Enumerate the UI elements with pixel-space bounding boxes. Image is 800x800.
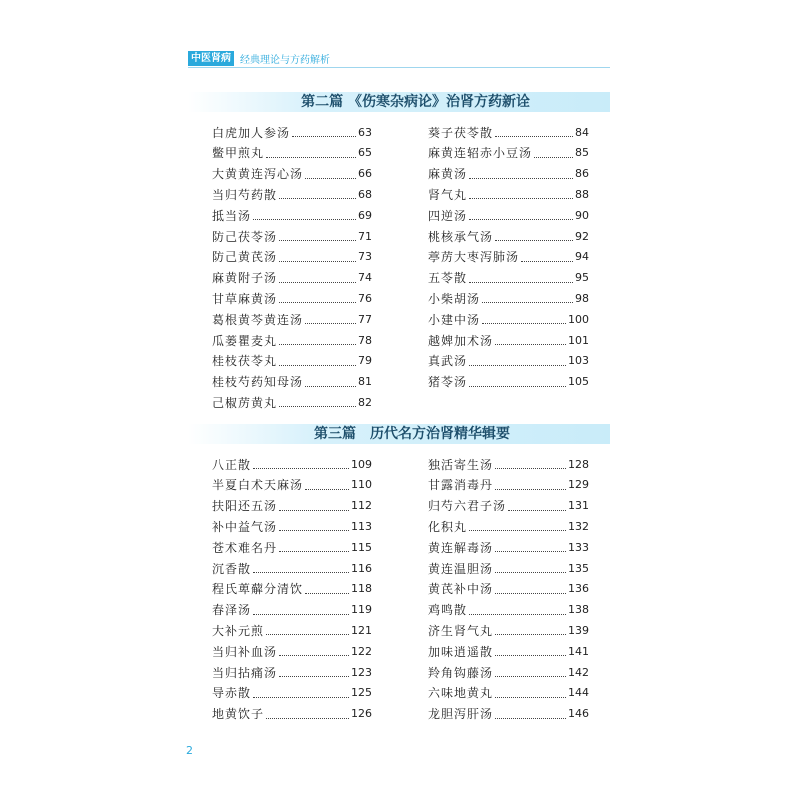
toc-entry-title: 化积丸 — [428, 519, 468, 534]
toc-entry[interactable] — [212, 165, 372, 183]
toc-entry[interactable] — [428, 684, 589, 702]
toc-entry-title: 大黄黄连泻心汤 — [212, 167, 304, 182]
toc-entry-page: 121 — [351, 623, 372, 637]
toc-entry-page: 66 — [358, 167, 372, 181]
toc-entry-title: 沉香散 — [212, 561, 252, 576]
toc-entry[interactable] — [428, 269, 589, 287]
toc-entry-title: 猪苓汤 — [428, 375, 468, 390]
dot-leader — [279, 356, 356, 366]
dot-leader — [534, 148, 573, 158]
toc-entry[interactable] — [212, 185, 372, 203]
dot-leader — [521, 252, 573, 262]
toc-entry-page: 63 — [358, 125, 372, 139]
toc-entry-title: 程氏萆薢分清饮 — [212, 582, 304, 597]
toc-entry-page: 109 — [351, 457, 372, 471]
toc-entry-title: 独活寄生汤 — [428, 457, 494, 472]
toc-entry-page: 101 — [568, 333, 589, 347]
toc-entry-page: 73 — [358, 250, 372, 264]
dot-leader — [495, 584, 566, 594]
toc-entry-title: 桃核承气汤 — [428, 229, 494, 244]
toc-entry[interactable] — [212, 705, 372, 723]
toc-entry-title: 葵子茯苓散 — [428, 125, 494, 140]
dot-leader — [305, 377, 356, 387]
toc-entry-page: 82 — [358, 395, 372, 409]
toc-entry[interactable] — [428, 601, 589, 619]
toc-entry-title: 补中益气汤 — [212, 519, 278, 534]
toc-entry-title: 麻黄附子汤 — [212, 271, 278, 286]
toc-entry-page: 88 — [575, 187, 589, 201]
toc-entry-title: 小建中汤 — [428, 312, 481, 327]
dot-leader — [253, 459, 349, 469]
toc-entry[interactable] — [212, 601, 372, 619]
toc-entry-page: 77 — [358, 312, 372, 326]
toc-entry-title: 加味逍遥散 — [428, 644, 494, 659]
toc-entry-title: 己椒苈黄丸 — [212, 395, 278, 410]
toc-entry-page: 133 — [568, 540, 589, 554]
toc-entry[interactable] — [428, 352, 589, 370]
toc-entry[interactable] — [428, 310, 589, 328]
toc-entry[interactable] — [428, 497, 589, 515]
toc-entry-page: 139 — [568, 623, 589, 637]
toc-entry[interactable] — [212, 393, 372, 411]
toc-entry[interactable] — [212, 684, 372, 702]
toc-entry-page: 98 — [575, 291, 589, 305]
toc-entry[interactable] — [428, 331, 589, 349]
dot-leader — [279, 501, 349, 511]
toc-entry-page: 142 — [568, 665, 589, 679]
toc-entry-title: 当归芍药散 — [212, 187, 278, 202]
toc-entry-title: 麻黄汤 — [428, 167, 468, 182]
toc-entry-page: 146 — [568, 707, 589, 721]
toc-entry-page: 74 — [358, 271, 372, 285]
toc-entry[interactable] — [428, 580, 589, 598]
dot-leader — [279, 231, 356, 241]
dot-leader — [495, 127, 573, 137]
toc-entry-page: 135 — [568, 561, 589, 575]
toc-entry-title: 黄连温胆汤 — [428, 561, 494, 576]
dot-leader — [495, 688, 566, 698]
toc-entry[interactable] — [212, 310, 372, 328]
dot-leader — [469, 356, 566, 366]
toc-entry-title: 防己黄芪汤 — [212, 250, 278, 265]
dot-leader — [495, 480, 566, 490]
toc-entry[interactable] — [428, 538, 589, 556]
toc-entry[interactable] — [212, 331, 372, 349]
toc-entry[interactable] — [428, 455, 589, 473]
dot-leader — [253, 688, 349, 698]
toc-entry-page: 85 — [575, 146, 589, 160]
toc-entry-title: 当归拈痛汤 — [212, 665, 278, 680]
dot-leader — [279, 646, 349, 656]
toc-entry-title: 半夏白术天麻汤 — [212, 478, 304, 493]
toc-entry[interactable] — [212, 289, 372, 307]
toc-entry-title: 归芍六君子汤 — [428, 499, 507, 514]
toc-entry[interactable] — [428, 227, 589, 245]
dot-leader — [508, 501, 566, 511]
toc-entry-page: 131 — [568, 499, 589, 513]
dot-leader — [279, 273, 356, 283]
running-header — [188, 51, 330, 66]
toc-entry-title: 五苓散 — [428, 271, 468, 286]
toc-entry-page: 69 — [358, 208, 372, 222]
dot-leader — [469, 169, 573, 179]
toc-entry-page: 71 — [358, 229, 372, 243]
toc-entry-title: 甘草麻黄汤 — [212, 291, 278, 306]
header-divider — [188, 67, 610, 68]
toc-entry[interactable] — [212, 352, 372, 370]
toc-entry-title: 龙胆泻肝汤 — [428, 707, 494, 722]
toc-entry-title: 春泽汤 — [212, 603, 252, 618]
toc-entry-title: 越婢加术汤 — [428, 333, 494, 348]
dot-leader — [279, 252, 356, 262]
toc-entry[interactable] — [428, 206, 589, 224]
toc-entry-title: 甘露消毒丹 — [428, 478, 494, 493]
toc-entry-page: 123 — [351, 665, 372, 679]
toc-entry-title: 葶苈大枣泻肺汤 — [428, 250, 520, 265]
toc-entry[interactable] — [428, 144, 589, 162]
toc-entry-page: 92 — [575, 229, 589, 243]
toc-entry-page: 122 — [351, 644, 372, 658]
toc-entry-page: 115 — [351, 540, 372, 554]
toc-entry[interactable] — [428, 705, 589, 723]
toc-entry-page: 112 — [351, 499, 372, 513]
dot-leader — [305, 480, 349, 490]
toc-entry-title: 白虎加人参汤 — [212, 125, 291, 140]
dot-leader — [469, 521, 566, 531]
dot-leader — [495, 542, 566, 552]
dot-leader — [469, 273, 573, 283]
toc-entry-page: 126 — [351, 707, 372, 721]
dot-leader — [495, 667, 566, 677]
toc-entry[interactable] — [212, 144, 372, 162]
toc-entry[interactable] — [428, 185, 589, 203]
toc-entry-title: 当归补血汤 — [212, 644, 278, 659]
toc-entry-title: 六味地黄丸 — [428, 686, 494, 701]
toc-entry-title: 肾气丸 — [428, 187, 468, 202]
toc-entry-title: 扶阳还五汤 — [212, 499, 278, 514]
toc-entry-page: 79 — [358, 354, 372, 368]
toc-entry[interactable] — [212, 269, 372, 287]
toc-entry[interactable] — [212, 455, 372, 473]
toc-entry-title: 麻黄连轺赤小豆汤 — [428, 146, 533, 161]
toc-entry-page: 90 — [575, 208, 589, 222]
toc-entry-title: 鳖甲煎丸 — [212, 146, 265, 161]
dot-leader — [279, 293, 356, 303]
toc-entry-page: 144 — [568, 686, 589, 700]
toc-entry-page: 95 — [575, 271, 589, 285]
dot-leader — [495, 563, 566, 573]
toc-entry[interactable] — [212, 517, 372, 535]
toc-entry-title: 苍术难名丹 — [212, 540, 278, 555]
toc-entry[interactable] — [428, 289, 589, 307]
toc-entry-title: 导赤散 — [212, 686, 252, 701]
dot-leader — [279, 521, 349, 531]
toc-entry-page: 125 — [351, 686, 372, 700]
dot-leader — [305, 584, 349, 594]
dot-leader — [266, 709, 349, 719]
toc-entry[interactable] — [428, 123, 589, 141]
toc-entry[interactable] — [212, 206, 372, 224]
dot-leader — [495, 646, 566, 656]
section-heading-part3 — [188, 424, 610, 444]
toc-entry-page: 78 — [358, 333, 372, 347]
toc-entry-title: 小柴胡汤 — [428, 291, 481, 306]
toc-entry-title: 大补元煎 — [212, 623, 265, 638]
toc-entry-title: 济生肾气丸 — [428, 623, 494, 638]
dot-leader — [495, 625, 566, 635]
toc-entry[interactable] — [212, 248, 372, 266]
dot-leader — [266, 148, 356, 158]
section-heading-part2 — [188, 92, 610, 112]
toc-entry-page: 132 — [568, 519, 589, 533]
toc-entry-title: 四逆汤 — [428, 208, 468, 223]
toc-entry[interactable] — [212, 123, 372, 141]
dot-leader — [495, 709, 566, 719]
dot-leader — [266, 625, 349, 635]
page-number: 2 — [186, 744, 193, 757]
toc-entry-title: 防己茯苓汤 — [212, 229, 278, 244]
toc-entry[interactable] — [212, 580, 372, 598]
toc-entry[interactable] — [212, 227, 372, 245]
toc-entry[interactable] — [428, 165, 589, 183]
toc-entry[interactable] — [212, 621, 372, 639]
dot-leader — [495, 335, 566, 345]
book-badge: 中医肾病 — [188, 51, 234, 66]
toc-entry-title: 地黄饮子 — [212, 707, 265, 722]
toc-entry[interactable] — [212, 476, 372, 494]
toc-entry-page: 116 — [351, 561, 372, 575]
toc-entry[interactable] — [212, 559, 372, 577]
toc-entry-title: 瓜蒌瞿麦丸 — [212, 333, 278, 348]
dot-leader — [279, 542, 349, 552]
toc-entry[interactable] — [428, 663, 589, 681]
toc-entry[interactable] — [428, 248, 589, 266]
toc-entry-title: 桂枝茯苓丸 — [212, 354, 278, 369]
dot-leader — [305, 169, 356, 179]
toc-entry-title: 桂枝芍药知母汤 — [212, 375, 304, 390]
toc-entry[interactable] — [428, 621, 589, 639]
book-subtitle: 经典理论与方药解析 — [240, 55, 330, 66]
toc-entry-page: 138 — [568, 603, 589, 617]
toc-entry[interactable] — [428, 373, 589, 391]
dot-leader — [469, 210, 573, 220]
dot-leader — [253, 605, 349, 615]
toc-entry-title: 抵当汤 — [212, 208, 252, 223]
toc-entry[interactable] — [212, 663, 372, 681]
dot-leader — [482, 314, 566, 324]
toc-entry[interactable] — [212, 497, 372, 515]
toc-entry-title: 葛根黄芩黄连汤 — [212, 312, 304, 327]
toc-entry[interactable] — [428, 476, 589, 494]
dot-leader — [253, 563, 349, 573]
section-title: 第三篇 历代名方治肾精华辑要 — [314, 426, 510, 442]
dot-leader — [305, 314, 356, 324]
toc-entry-page: 76 — [358, 291, 372, 305]
toc-entry-title: 黄连解毒汤 — [428, 540, 494, 555]
toc-entry-page: 94 — [575, 250, 589, 264]
toc-entry-page: 113 — [351, 519, 372, 533]
toc-entry[interactable] — [212, 642, 372, 660]
section-title: 第二篇 《伤寒杂病论》治肾方药新诠 — [301, 94, 530, 110]
toc-entry-page: 103 — [568, 354, 589, 368]
toc-entry[interactable] — [212, 373, 372, 391]
dot-leader — [469, 189, 573, 199]
dot-leader — [253, 210, 356, 220]
toc-entry-title: 黄芪补中汤 — [428, 582, 494, 597]
toc-entry-title: 八正散 — [212, 457, 252, 472]
dot-leader — [292, 127, 356, 137]
toc-entry-page: 136 — [568, 582, 589, 596]
dot-leader — [495, 459, 566, 469]
toc-entry[interactable] — [428, 642, 589, 660]
toc-entry-page: 68 — [358, 187, 372, 201]
toc-entry[interactable] — [428, 517, 589, 535]
dot-leader — [495, 231, 573, 241]
toc-entry-title: 真武汤 — [428, 354, 468, 369]
dot-leader — [469, 377, 566, 387]
toc-entry-page: 110 — [351, 478, 372, 492]
toc-entry-page: 119 — [351, 603, 372, 617]
dot-leader — [469, 605, 566, 615]
toc-entry-page: 100 — [568, 312, 589, 326]
toc-entry[interactable] — [212, 538, 372, 556]
toc-entry-page: 105 — [568, 375, 589, 389]
dot-leader — [482, 293, 573, 303]
toc-entry-page: 86 — [575, 167, 589, 181]
toc-entry-page: 84 — [575, 125, 589, 139]
dot-leader — [279, 667, 349, 677]
dot-leader — [279, 189, 356, 199]
toc-entry-title: 鸡鸣散 — [428, 603, 468, 618]
toc-entry[interactable] — [428, 559, 589, 577]
toc-entry-title: 羚角钩藤汤 — [428, 665, 494, 680]
toc-entry-page: 118 — [351, 582, 372, 596]
dot-leader — [279, 335, 356, 345]
toc-entry-page: 65 — [358, 146, 372, 160]
toc-entry-page: 141 — [568, 644, 589, 658]
dot-leader — [279, 397, 356, 407]
toc-entry-page: 128 — [568, 457, 589, 471]
toc-entry-page: 81 — [358, 375, 372, 389]
toc-entry-page: 129 — [568, 478, 589, 492]
